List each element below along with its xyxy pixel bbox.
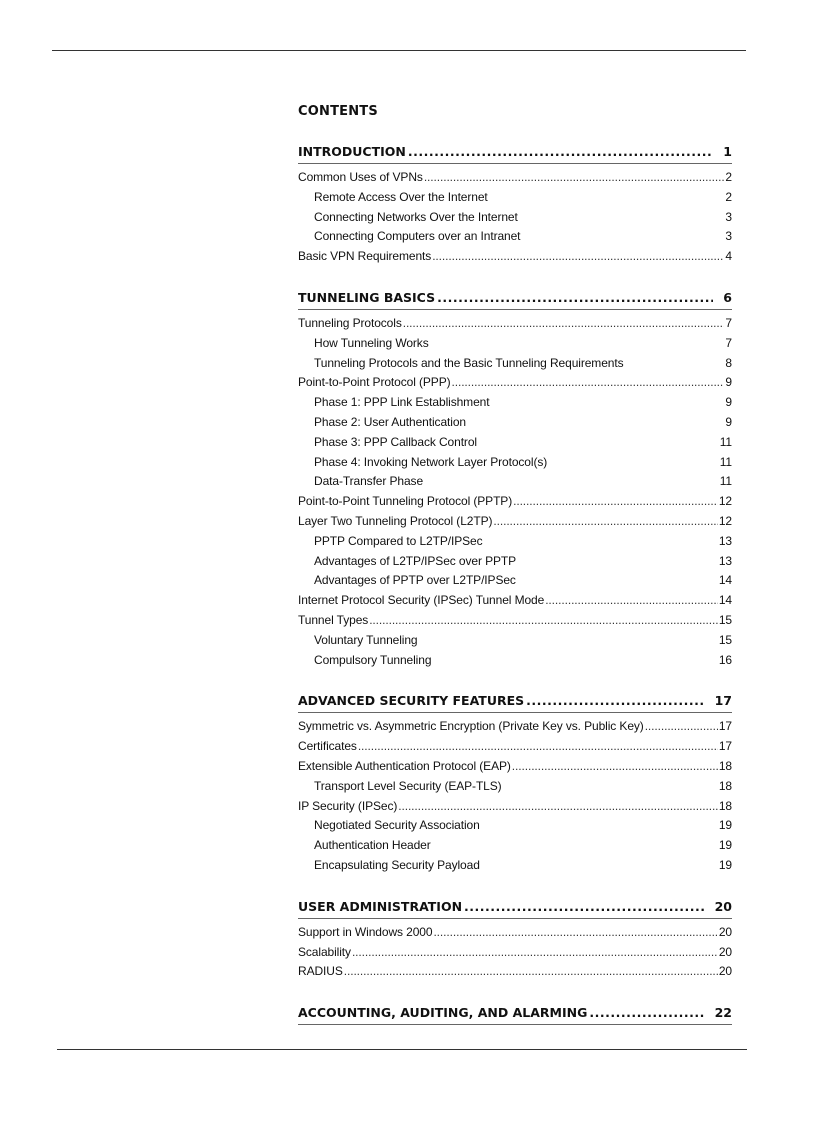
entry-page-number: 9: [725, 375, 732, 390]
dot-leader: [358, 737, 718, 757]
section-title: INTRODUCTION: [298, 144, 406, 159]
toc-entry[interactable]: [298, 373, 732, 393]
dot-leader: [513, 492, 718, 512]
entry-title: IP Security (IPSec): [298, 798, 398, 813]
entry-title: Tunneling Protocols: [298, 315, 402, 330]
section-title: USER ADMINISTRATION: [298, 898, 463, 914]
section-page-number: 6: [723, 289, 732, 305]
entry-page-number: 15: [718, 632, 732, 647]
toc-entry[interactable]: [298, 314, 732, 334]
entry-page-number: 12: [718, 494, 732, 509]
dot-leader: [589, 1004, 704, 1022]
toc-subentry[interactable]: [298, 836, 732, 856]
toc-section: [298, 289, 732, 670]
entry-title: Tunneling Protocols and the Basic Tunneling Requirements: [314, 355, 624, 370]
entry-page-number: 15: [718, 612, 732, 627]
entry-title: Layer Two Tunneling Protocol (L2TP): [298, 513, 493, 528]
toc-subentry[interactable]: [298, 433, 732, 453]
entry-title: Extensible Authentication Protocol (EAP): [298, 758, 511, 773]
dot-leader: [493, 512, 717, 532]
table-of-contents: [298, 104, 732, 1047]
entry-title: Symmetric vs. Asymmetric Encryption (Private Key vs. Public Key): [298, 719, 644, 734]
toc-section: [298, 143, 732, 267]
entry-title: Connecting Networks Over the Internet: [314, 209, 518, 224]
entry-title: Voluntary Tunneling: [314, 632, 418, 647]
entry-page-number: 9: [725, 414, 732, 429]
entry-page-number: 19: [718, 818, 732, 833]
toc-subentry[interactable]: [298, 651, 732, 671]
toc-entry[interactable]: [298, 492, 732, 512]
entry-page-number: 20: [718, 944, 732, 959]
toc-subentry[interactable]: [298, 552, 732, 572]
toc-subentry[interactable]: [298, 453, 732, 473]
toc-sections: [298, 143, 732, 1025]
section-title: TUNNELING BASICS: [298, 289, 436, 305]
entry-page-number: 2: [725, 170, 732, 184]
entry-page-number: 7: [725, 335, 732, 350]
entry-title: Authentication Header: [314, 838, 431, 853]
dot-leader: [464, 898, 705, 916]
toc-subentry[interactable]: [298, 631, 732, 651]
dot-leader: [545, 591, 718, 611]
dot-leader: [433, 923, 717, 943]
toc-subentry[interactable]: [298, 571, 732, 591]
toc-subentry[interactable]: [298, 777, 732, 797]
dot-leader: [408, 143, 713, 161]
entry-page-number: 7: [725, 315, 732, 330]
contents-title: CONTENTS: [298, 104, 378, 119]
toc-subentry[interactable]: [298, 413, 732, 433]
toc-entry[interactable]: [298, 611, 732, 631]
entry-page-number: 3: [725, 209, 732, 224]
section-page-number: 22: [714, 1005, 732, 1021]
dot-leader: [437, 289, 713, 307]
entry-title: Common Uses of VPNs: [298, 170, 423, 184]
dot-leader: [424, 168, 725, 188]
entry-title: Encapsulating Security Payload: [314, 857, 480, 872]
entry-title: Remote Access Over the Internet: [314, 189, 488, 204]
toc-section: [298, 692, 732, 875]
entry-title: Tunnel Types: [298, 612, 369, 627]
toc-subentry[interactable]: [298, 472, 732, 492]
toc-entry[interactable]: [298, 717, 732, 737]
toc-subentry[interactable]: [298, 856, 732, 876]
entry-page-number: 9: [725, 395, 732, 410]
dot-leader: [352, 943, 718, 963]
entry-title: Certificates: [298, 739, 357, 754]
toc-entry[interactable]: [298, 962, 732, 982]
toc-entry[interactable]: [298, 168, 732, 188]
entry-title: Phase 3: PPP Callback Control: [314, 434, 477, 449]
toc-subentry[interactable]: [298, 532, 732, 552]
entry-title: Connecting Computers over an Intranet: [314, 229, 521, 244]
dot-leader: [645, 717, 718, 737]
entry-page-number: 2: [725, 189, 732, 204]
entry-page-number: 14: [718, 573, 732, 588]
toc-subentry[interactable]: [298, 208, 732, 228]
entry-page-number: 13: [718, 553, 732, 568]
entry-page-number: 11: [719, 474, 732, 489]
entry-page-number: 17: [718, 739, 732, 754]
entry-page-number: 19: [718, 857, 732, 872]
toc-subentry[interactable]: [298, 393, 732, 413]
dot-leader: [344, 962, 718, 982]
section-title: ACCOUNTING, AUDITING, AND ALARMING: [298, 1005, 588, 1021]
entry-title: Support in Windows 2000: [298, 924, 433, 939]
entry-title: RADIUS: [298, 964, 343, 979]
section-heading[interactable]: [298, 289, 732, 310]
entry-title: How Tunneling Works: [314, 335, 429, 350]
section-heading[interactable]: [298, 898, 732, 919]
entry-title: Advantages of PPTP over L2TP/IPSec: [314, 573, 516, 588]
toc-entry[interactable]: [298, 757, 732, 777]
entry-title: Basic VPN Requirements: [298, 249, 432, 264]
toc-subentry[interactable]: [298, 816, 732, 836]
entry-page-number: 18: [718, 798, 732, 813]
entry-page-number: 18: [718, 758, 732, 773]
entry-page-number: 18: [718, 778, 732, 793]
entry-title: Data-Transfer Phase: [314, 474, 424, 489]
toc-entry[interactable]: [298, 943, 732, 963]
dot-leader: [398, 797, 718, 817]
entry-page-number: 11: [719, 454, 732, 469]
toc-entry[interactable]: [298, 591, 732, 611]
top-rule: [52, 50, 746, 51]
entry-title: Internet Protocol Security (IPSec) Tunnel Mode: [298, 593, 545, 608]
section-heading[interactable]: [298, 692, 732, 713]
entry-page-number: 19: [718, 838, 732, 853]
entry-title: Phase 2: User Authentication: [314, 414, 466, 429]
entry-title: Phase 1: PPP Link Establishment: [314, 395, 490, 410]
toc-subentry[interactable]: [298, 334, 732, 354]
entry-title: Phase 4: Invoking Network Layer Protocol(s): [314, 454, 548, 469]
entry-page-number: 14: [718, 593, 732, 608]
toc-entry[interactable]: [298, 737, 732, 757]
dot-leader: [452, 373, 725, 393]
toc-subentry[interactable]: [298, 354, 732, 374]
entry-page-number: 17: [718, 719, 732, 734]
toc-entry[interactable]: [298, 247, 732, 267]
entry-title: PPTP Compared to L2TP/IPSec: [314, 533, 483, 548]
section-page-number: 1: [723, 144, 732, 159]
entry-page-number: 20: [718, 964, 732, 979]
dot-leader: [369, 611, 718, 631]
entry-title: Point-to-Point Tunneling Protocol (PPTP): [298, 494, 513, 509]
dot-leader: [526, 692, 704, 710]
toc-section: [298, 898, 732, 982]
entry-page-number: 11: [719, 434, 732, 449]
entry-page-number: 4: [725, 249, 732, 264]
section-page-number: 17: [714, 693, 732, 709]
entry-title: Point-to-Point Protocol (PPP): [298, 375, 451, 390]
entry-title: Advantages of L2TP/IPSec over PPTP: [314, 553, 517, 568]
entry-page-number: 8: [725, 355, 732, 370]
toc-entry[interactable]: [298, 512, 732, 532]
dot-leader: [512, 757, 718, 777]
entry-title: Scalability: [298, 944, 351, 959]
bottom-rule: [57, 1049, 747, 1050]
section-page-number: 20: [714, 898, 732, 914]
dot-leader: [403, 314, 725, 334]
toc-section: [298, 1004, 732, 1025]
section-heading[interactable]: [298, 143, 732, 164]
entry-page-number: 12: [718, 513, 732, 528]
entry-page-number: 16: [718, 652, 732, 667]
entry-page-number: 13: [718, 533, 732, 548]
toc-entry[interactable]: [298, 923, 732, 943]
entry-page-number: 3: [725, 229, 732, 244]
section-heading[interactable]: [298, 1004, 732, 1025]
toc-subentry[interactable]: [298, 227, 732, 247]
entry-title: Transport Level Security (EAP-TLS): [314, 778, 502, 793]
entry-page-number: 20: [718, 924, 732, 939]
entry-title: Compulsory Tunneling: [314, 652, 432, 667]
toc-subentry[interactable]: [298, 188, 732, 208]
section-title: ADVANCED SECURITY FEATURES: [298, 693, 525, 709]
dot-leader: [432, 247, 724, 267]
toc-entry[interactable]: [298, 797, 732, 817]
entry-title: Negotiated Security Association: [314, 818, 480, 833]
